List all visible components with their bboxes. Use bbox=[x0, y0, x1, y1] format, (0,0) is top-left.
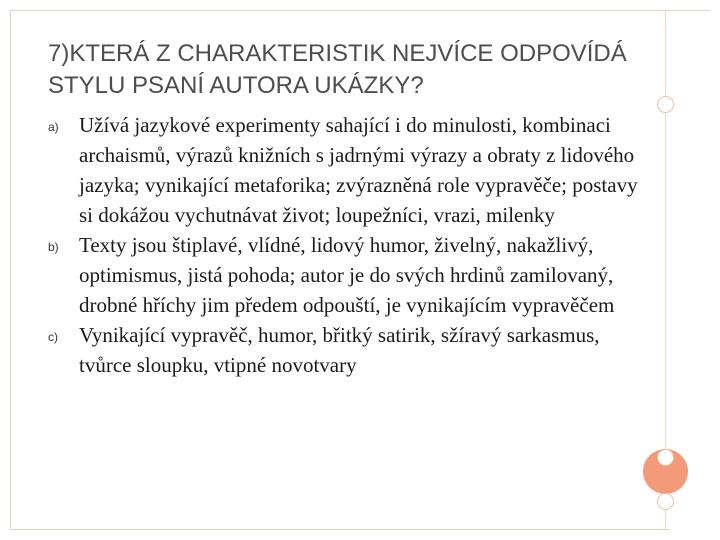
option-text: Texty jsou štiplavé, vlídné, lidový humor, živelný, nakažlivý, optimismus, jistá pohoda; autor je do svých hrdinů zamilovaný, drobné hříchy jim předem odpouští, je vynikajícím vypravěčem bbox=[79, 233, 615, 317]
slide-frame-left bbox=[10, 10, 11, 530]
option-text: Užívá jazykové experimenty sahající i do minulosti, kombinaci archaismů, výrazů knižních s jadrnými výrazy a obraty z lidového jazyka; vynikající metaforika; zvýrazněná role vypravěče; postavy si dokážou vychutnávat život; loupežníci, vrazi, milenky bbox=[79, 113, 638, 227]
answer-options-list bbox=[48, 110, 648, 380]
option-marker: b) bbox=[48, 240, 59, 254]
answer-option-a[interactable] bbox=[48, 110, 648, 230]
slide-frame-bottom bbox=[10, 529, 670, 530]
slide-frame-top bbox=[10, 10, 710, 11]
answer-option-c[interactable] bbox=[48, 320, 648, 380]
option-marker: a) bbox=[48, 120, 59, 134]
option-text: Vynikající vypravěč, humor, břitký satirik, sžíravý sarkasmus, tvůrce sloupku, vtipné novotvary bbox=[79, 323, 600, 377]
slide-title: 7)KTERÁ Z CHARAKTERISTIK NEJVÍCE ODPOVÍDÁ STYLU PSANÍ AUTORA UKÁZKY? bbox=[48, 40, 627, 99]
option-marker: c) bbox=[48, 330, 58, 344]
answer-option-b[interactable] bbox=[48, 230, 648, 320]
decorative-circle-top bbox=[657, 96, 674, 113]
decorative-circle-bottom bbox=[657, 493, 674, 510]
decorative-circle-middle bbox=[657, 449, 674, 466]
